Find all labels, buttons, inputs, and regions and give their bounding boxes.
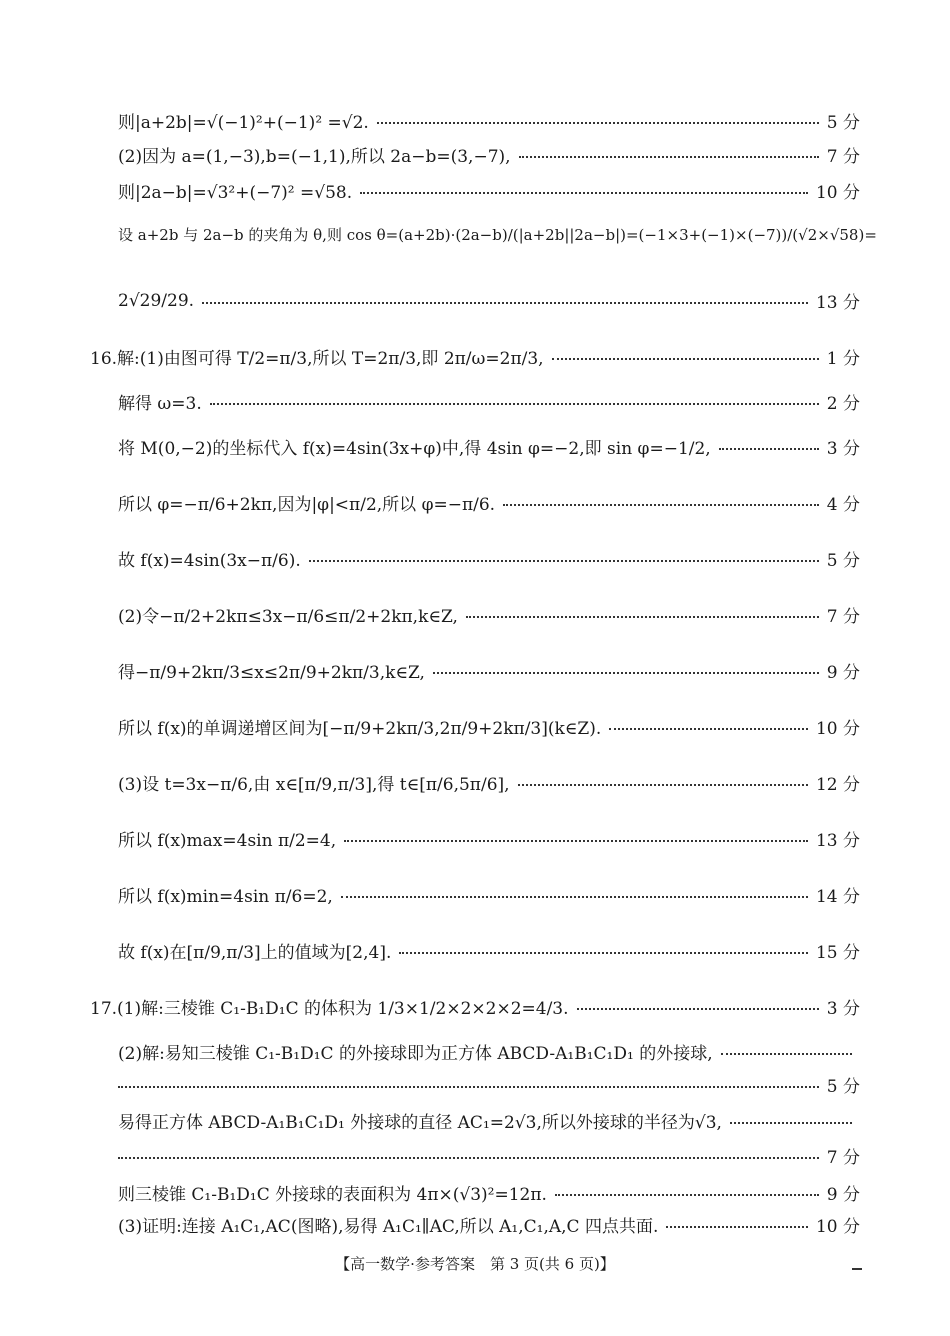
line-text: 将 M(0,−2)的坐标代入 f(x)=4sin(3x+φ)中,得 4sin φ=−2,即 sin φ=−1/2, xyxy=(118,439,711,459)
line-text: 故 f(x)在[π/9,π/3]上的值域为[2,4]. xyxy=(118,943,392,963)
leader-dots xyxy=(118,1086,819,1088)
line-score: 13 分 xyxy=(815,293,860,313)
answer-line-2 xyxy=(118,142,860,167)
answer-line-17 xyxy=(118,938,860,963)
answer-line-23 xyxy=(118,1180,860,1205)
line-text: 所以 φ=−π/6+2kπ,因为|φ|<π/2,所以 φ=−π/6. xyxy=(118,495,496,515)
leader-dots xyxy=(503,504,819,506)
line-text: (3)证明:连接 A₁C₁,AC(图略),易得 A₁C₁∥AC,所以 A₁,C₁,A,C 四点共面. xyxy=(118,1217,659,1237)
answer-line-6 xyxy=(90,344,860,369)
line-text: 所以 f(x)min=4sin π/6=2, xyxy=(118,887,333,907)
line-text: (2)令−π/2+2kπ≤3x−π/6≤π/2+2kπ,k∈Z, xyxy=(118,607,458,627)
leader-dots xyxy=(377,122,819,124)
answer-line-14 xyxy=(118,770,860,795)
leader-dots xyxy=(210,403,819,405)
line-text: 易得正方体 ABCD-A₁B₁C₁D₁ 外接球的直径 AC₁=2√3,所以外接球的半径为√3, xyxy=(118,1113,722,1133)
leader-dots xyxy=(466,616,819,618)
line-text: 解得 ω=3. xyxy=(118,394,202,414)
line-score: 4 分 xyxy=(826,495,860,515)
answer-line-9 xyxy=(118,490,860,515)
leader-dots xyxy=(730,1122,852,1124)
line-score: 5 分 xyxy=(826,551,860,571)
answer-line-13 xyxy=(118,714,860,739)
leader-dots xyxy=(433,672,819,674)
line-score: 1 分 xyxy=(826,349,860,369)
answer-line-10 xyxy=(118,546,860,571)
line-text: 2√29/29. xyxy=(118,290,195,311)
leader-dots xyxy=(552,358,819,360)
line-text: 17.(1)解:三棱锥 C₁-B₁D₁C 的体积为 1/3×1/2×2×2×2=4/3. xyxy=(90,999,569,1019)
answer-line-8 xyxy=(118,434,860,459)
leader-dots xyxy=(399,952,808,954)
leader-dots xyxy=(555,1194,819,1196)
line-score: 5 分 xyxy=(826,113,860,133)
line-text: 故 f(x)=4sin(3x−π/6). xyxy=(118,551,301,571)
line-score: 14 分 xyxy=(815,887,860,907)
line-score: 15 分 xyxy=(815,943,860,963)
line-text: 所以 f(x)max=4sin π/2=4, xyxy=(118,831,337,851)
line-text: 16.解:(1)由图可得 T/2=π/3,所以 T=2π/3,即 2π/ω=2π/3, xyxy=(90,349,544,369)
line-text: (2)因为 a=(1,−3),b=(−1,1),所以 2a−b=(3,−7), xyxy=(118,147,511,167)
leader-dots xyxy=(344,840,808,842)
answer-line-4 xyxy=(118,224,877,245)
leader-dots xyxy=(341,896,808,898)
answer-line-12 xyxy=(118,658,860,683)
line-score: 7 分 xyxy=(826,147,860,167)
answer-line-18 xyxy=(90,994,860,1019)
answer-line-3 xyxy=(118,178,860,203)
leader-dots xyxy=(518,784,808,786)
line-score: 9 分 xyxy=(826,663,860,683)
line-text: 则|a+2b|=√(−1)²+(−1)² =√2. xyxy=(118,113,369,133)
leader-dots xyxy=(577,1008,819,1010)
leader-dots xyxy=(666,1226,808,1228)
leader-dots xyxy=(609,728,808,730)
answer-line-7 xyxy=(118,389,860,414)
answer-line-15 xyxy=(118,826,860,851)
line-score: 10 分 xyxy=(815,719,860,739)
answer-line-11 xyxy=(118,602,860,627)
answer-line-5 xyxy=(118,288,860,313)
answer-line-19 xyxy=(118,1039,860,1064)
line-text: (3)设 t=3x−π/6,由 x∈[π/9,π/3],得 t∈[π/6,5π/6], xyxy=(118,775,510,795)
answer-line-24 xyxy=(118,1212,860,1237)
line-score: 2 分 xyxy=(826,394,860,414)
page-footer: 【高一数学·参考答案 第 3 页(共 6 页)】 xyxy=(335,1255,615,1273)
leader-dots xyxy=(202,302,808,304)
answer-line-22 xyxy=(118,1143,860,1168)
line-text: 则|2a−b|=√3²+(−7)² =√58. xyxy=(118,183,353,203)
leader-dots xyxy=(118,1157,819,1159)
line-score: 12 分 xyxy=(815,775,860,795)
leader-dots xyxy=(360,192,808,194)
line-score: 7 分 xyxy=(826,1148,860,1168)
line-text: 设 a+2b 与 2a−b 的夹角为 θ,则 cos θ=(a+2b)·(2a−b)/(|a+2b||2a−b|)=(−1×3+(−1)×(−7))/(√2×√58)= xyxy=(118,226,877,244)
line-text: 得−π/9+2kπ/3≤x≤2π/9+2kπ/3,k∈Z, xyxy=(118,663,425,683)
answer-line-16 xyxy=(118,882,860,907)
line-score: 9 分 xyxy=(826,1185,860,1205)
answer-line-21 xyxy=(118,1108,860,1133)
leader-dots xyxy=(721,1053,852,1055)
line-text: (2)解:易知三棱锥 C₁-B₁D₁C 的外接球即为正方体 ABCD-A₁B₁C₁D₁ 的外接球, xyxy=(118,1044,713,1064)
leader-dots xyxy=(719,448,819,450)
line-score: 5 分 xyxy=(826,1077,860,1097)
leader-dots xyxy=(309,560,819,562)
line-text: 所以 f(x)的单调递增区间为[−π/9+2kπ/3,2π/9+2kπ/3](k∈Z). xyxy=(118,719,602,739)
line-score: 7 分 xyxy=(826,607,860,627)
line-score: 3 分 xyxy=(826,999,860,1019)
corner-mark xyxy=(852,1268,862,1270)
line-text: 则三棱锥 C₁-B₁D₁C 外接球的表面积为 4π×(√3)²=12π. xyxy=(118,1185,547,1205)
leader-dots xyxy=(519,156,819,158)
line-score: 3 分 xyxy=(826,439,860,459)
answer-line-20 xyxy=(118,1072,860,1097)
line-score: 13 分 xyxy=(815,831,860,851)
line-score: 10 分 xyxy=(815,1217,860,1237)
answer-line-1 xyxy=(118,108,860,133)
line-score: 10 分 xyxy=(815,183,860,203)
